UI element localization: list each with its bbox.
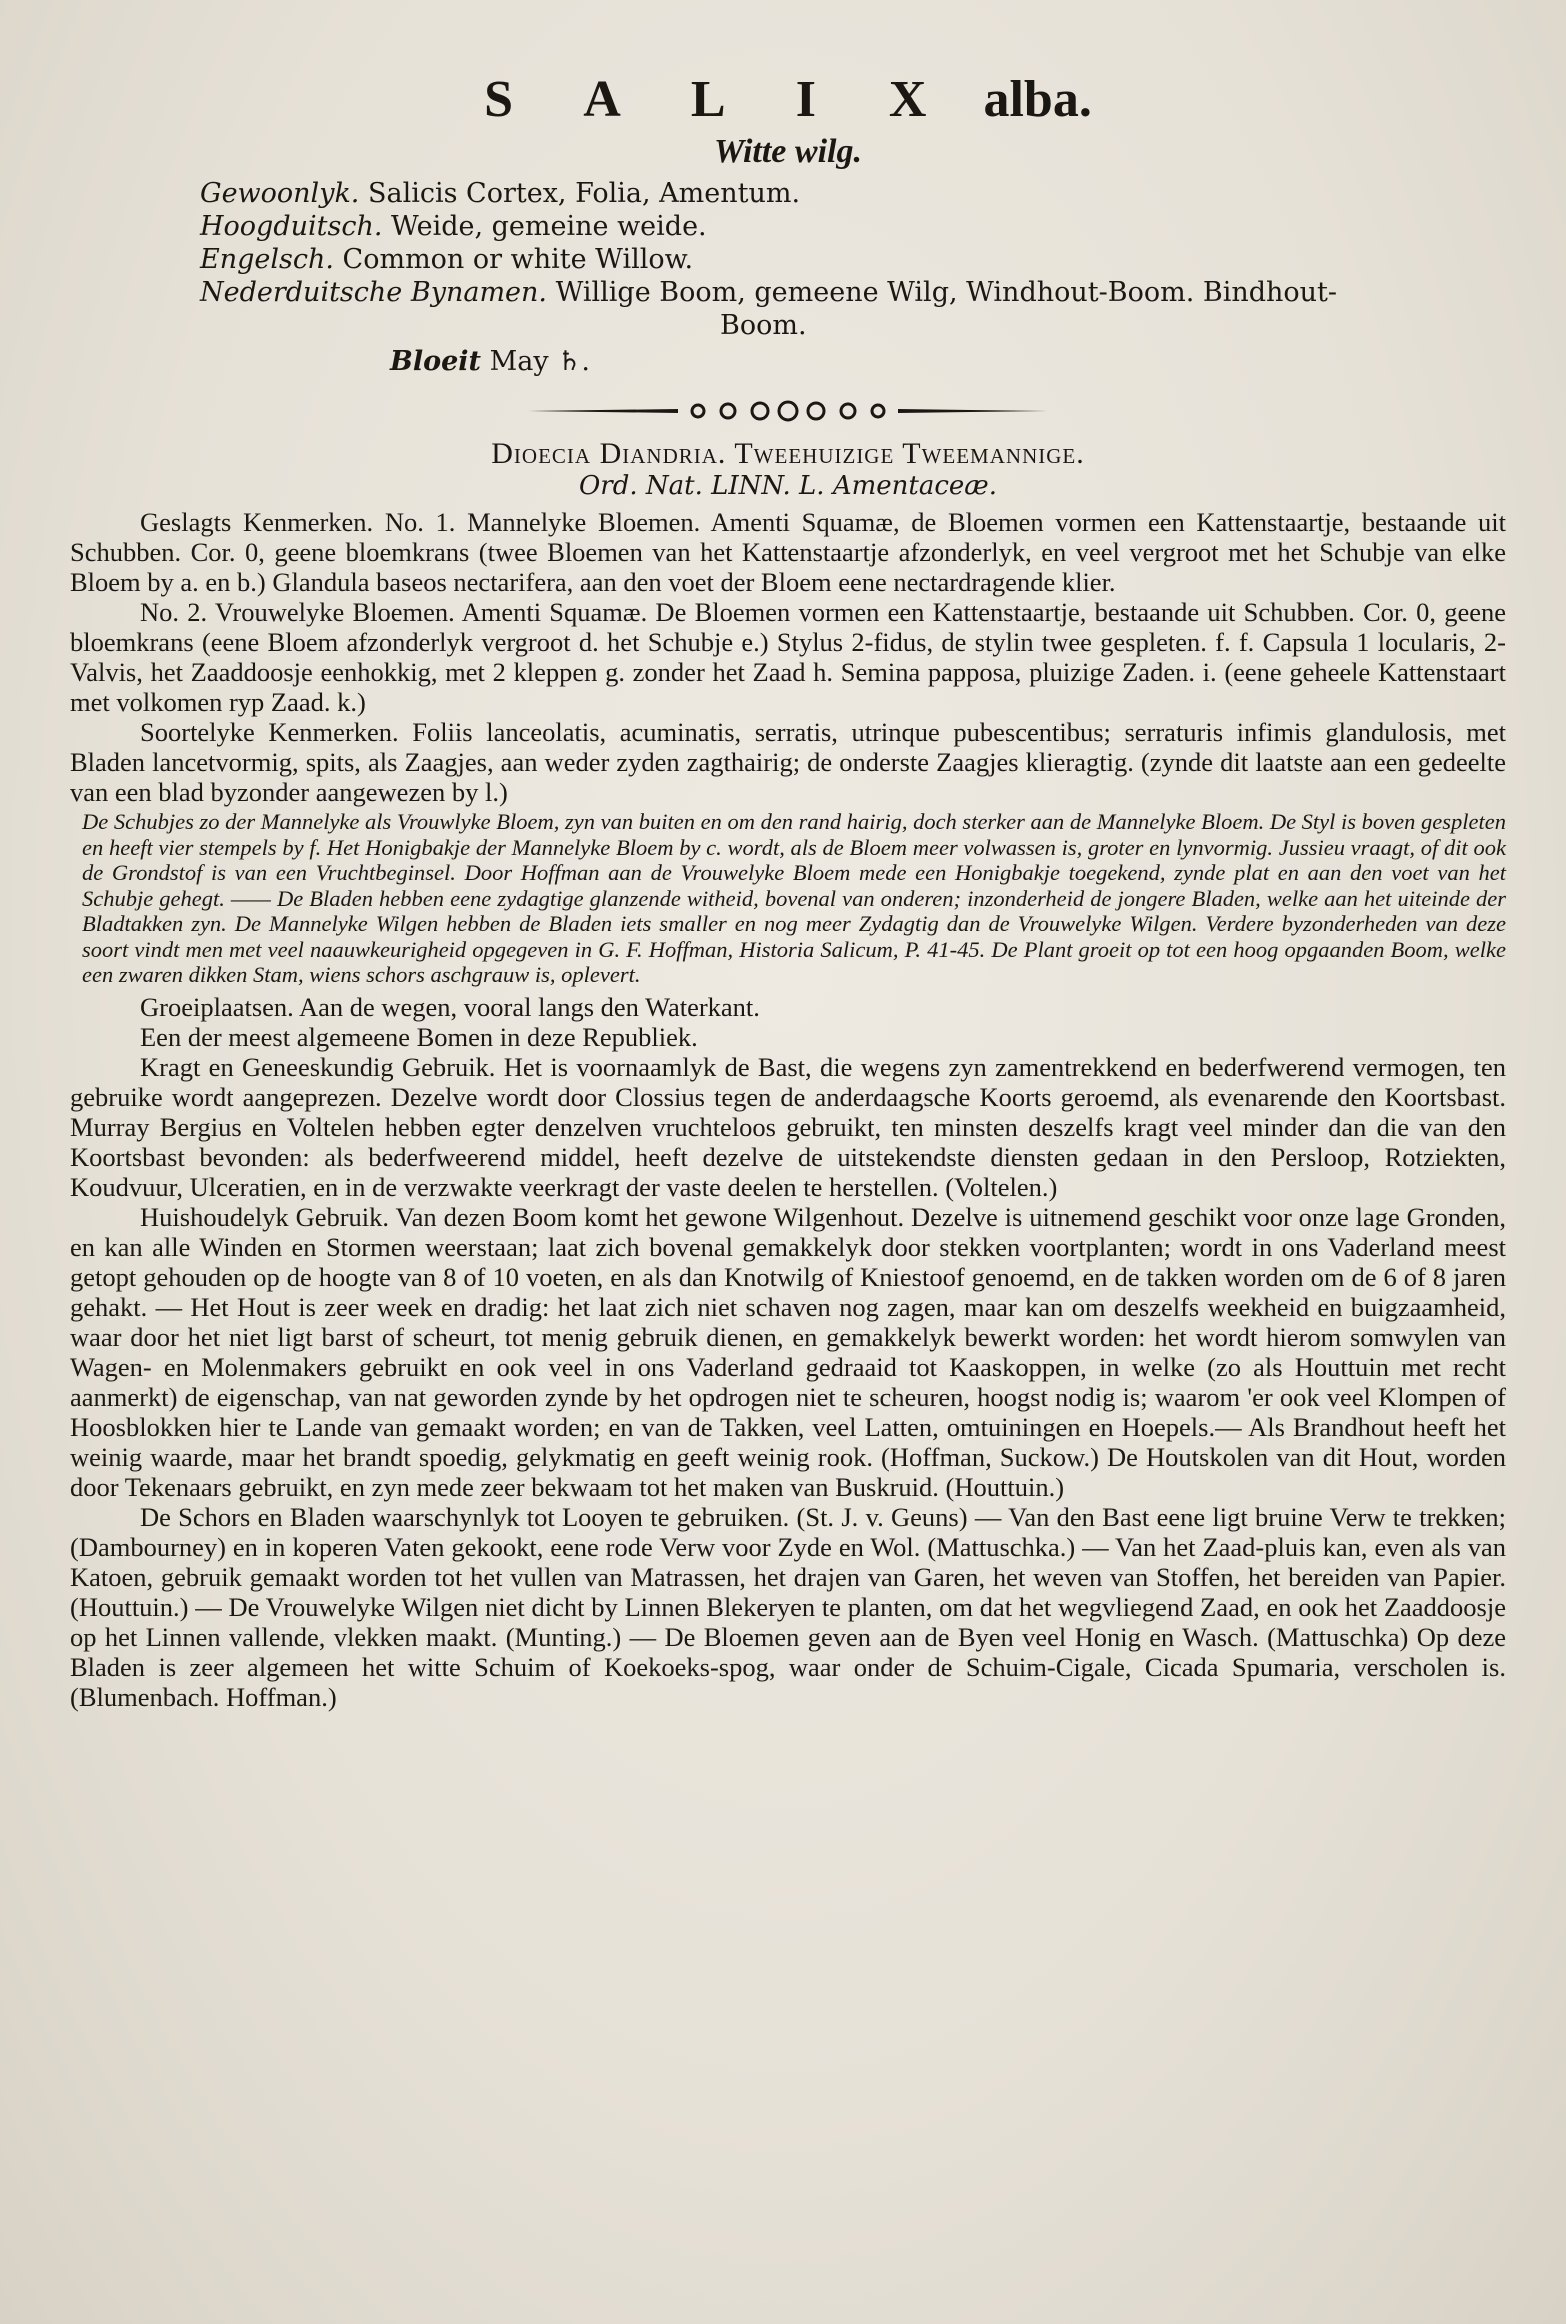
flowering-time: [390, 346, 1506, 377]
natural-order: Ord. Nat. LINN. L. Amentaceæ.: [578, 471, 997, 501]
name-text: Salicis Cortex, Folia, Amentum.: [367, 178, 801, 209]
other-uses: De Schors en Bladen waarschynlyk tot Looyen te gebruiken. (St. J. v. Geuns) — Van den Bast eene ligt bruine Verw te trekken; (Dambourney) en in koperen Vaten gekookt, eene rode Verw voor Zyde en Wol. (Mattuschka.) — Van het Zaad-pluis kan, even als van Katoen, gebruik gemaakt worden tot het vullen van Matrassen, het drajen van Garen, het weven van Stoffen, het bereiden van Papier. (Houttuin.) — De Vrouwelyke Wilgen niet dicht by Linnen Blekeryen te planten, om dat het wegvliegend Zaad, en ook het Zaaddoosje op het Linnen vallende, vlekken maakt. (Munting.) — De Bloemen geven aan de Byen veel Honig en Wasch. (Mattuschka) Op deze Bladen is zeer algemeen het witte Schuim of Koekoeks-spog, waar onder de Schuim-Cigale, Cicada Spumaria, verscholen is. (Blumenbach. Hoffman.): [70, 1501, 1506, 1712]
linnaean-class: Dioecia Diandria. Tweehuizige Tweemannige.: [491, 437, 1085, 470]
descriptive-note: De Schubjes zo der Mannelyke als Vrouwlyke Bloem, zyn van buiten en om den rand hairig, doch sterker aan de Mannelyke Bloem. De Styl is boven gespleten en heeft vier stempels by f. Het Honigbakje der Mannelyke Bloem by c. wordt, als de Bloem meer volwassen is, groter en lynvormig. Jussieu vraagt, of dit ook de Grondstof is van een Vruchtbeginsel. Door Hoffman aan de Vrouwelyke Bloem mede een Honigbakje toegekend, zynde plat en aan den voet van het Schubje gehegt. —— De Bladen hebben eene zydagtige glanzende witheid, bovenal van onderen; inzonderheid de jongere Bladen, welke aan het uiteinde der Bladtakken zyn. De Mannelyke Wilgen hebben de Bladen iets smaller en nog meer Zydagtig dan de Vrouwelyke Wilgen. Verdere byzonderheden van deze soort vindt men met veel naauwkeurigheid opgegeven in G. F. Hoffman, Historia Salicum, P. 41-45. De Plant groeit op tot een hoog opgaanden Boom, welke een zwaren dikken Stam, wiens schors aschgrauw is, oplevert.: [82, 809, 1506, 987]
name-row-hoogduitsch: [200, 210, 1506, 243]
species-title: [70, 70, 1506, 129]
name-text: Weide, gemeine weide.: [391, 211, 707, 242]
habitat: Groeiplaatsen. Aan de wegen, vooral langs den Waterkant.: [140, 991, 760, 1022]
bloei-label: Bloeit: [390, 346, 481, 377]
name-text: Willige Boom, gemeene Wilg, Windhout-Boom. Bindhout-: [555, 277, 1338, 308]
name-text: Common or white Willow.: [342, 244, 694, 275]
female-flowers: No. 2. Vrouwelyke Bloemen. Amenti Squamæ. De Bloemen vormen een Kattenstaartje, bestaande uit Schubben. Cor. 0, geene bloemkrans (eene Bloem afzonderlyk vergroot d. het Schubje e.) Stylus 2-fidus, de stylin twee gespleten. f. f. Capsula 1 locularis, 2-Valvis, het Zaaddoosje eenhokkig, met 2 kleppen g. zonder het Zaad h. Semina papposa, pluizige Zaden. i. (eene geheele Kattenstaart met volkomen ryp Zaad. k.): [70, 597, 1506, 717]
commonness: Een der meest algemeene Bomen in deze Republiek.: [140, 1021, 698, 1052]
name-continuation: Boom.: [720, 310, 807, 341]
species-epithet: alba.: [983, 71, 1092, 128]
name-label: Gewoonlyk.: [200, 178, 360, 209]
name-row-gewoonlyk: [200, 177, 1506, 210]
species-characters: Soortelyke Kenmerken. Foliis lanceolatis, acuminatis, serratis, utrinque pubescentibus; serraturis infimis glandulosis, met Bladen lancetvormig, spits, als Zaagjes, aan weder zyden zagthairig; de onderste Zaagjes klieragtig. (zynde dit laatste aan een gedeelte van een blad byzonder aangewezen by l.): [70, 717, 1506, 807]
household-use: Huishoudelyk Gebruik. Van dezen Boom komt het gewone Wilgenhout. Dezelve is uitnemend geschikt voor onze lage Gronden, en kan alle Winden en Stormen weerstaan; laat zich bovenal gemakkelyk door stekken voortplanten; wordt in ons Vaderland meest getopt gehouden op de hoogte van 8 of 10 voeten, en als dan Knotwilg of Kniestoof genoemd, en de takken worden om de 6 of 8 jaren gehakt. — Het Hout is zeer week en dradig: het laat zich niet schaven nog zagen, maar kan om deszelfs weekheid en buigzaamheid, waar door het niet ligt barst of scheurt, tot menig gebruik dienen, en gemakkelyk bewerkt worden: het wordt hierom somwylen van Wagen- en Molenmakers gebruikt en ook veel in ons Vaderland gedraaid tot Kaaskoppen, in welke (zo als Houttuin met recht aanmerkt) de eigenschap, van nat geworden zynde by het opdrogen niet te scheuren, hoogst nodig is; waarom 'er ook veel Klompen of Hoosblokken hier te Lande van gemaakt worden; en van de Takken, veel Latten, omtuiningen en Hoepels.— Als Brandhout heeft het weinig waarde, maar het brandt spoedig, gelykmatig en geeft weinig rook. (Hoffman, Suckow.) De Houtskolen van dit Hout, worden door Tekenaars gebruikt, en zyn mede zeer bekwaam tot het maken van Buskruid. (Houttuin.): [70, 1201, 1506, 1502]
name-row-engelsch: [200, 243, 1506, 276]
bloei-text: May ♄.: [489, 346, 590, 377]
genus-name: S A L I X: [484, 71, 957, 128]
name-list: [200, 177, 1506, 342]
medicinal-use: Kragt en Geneeskundig Gebruik. Het is voornaamlyk de Bast, die wegens zyn zamentrekkend en bederfwerend vermogen, ten gebruike wordt aangeprezen. Dezelve wordt door Clossius tegen de anderdaagsche Koorts geroemd, als evenarende den Koortsbast. Murray Bergius en Voltelen hebben egter denzelven vruchteloos gebruikt, ten minsten deszelfs kragt veel minder dan die van den Koortsbast bevonden: als bederfweerend middel, heeft dezelve de uitstekendste diensten gedaan in den Persloop, Rotziekten, Koudvuur, Ulceratien, en in de verzwakte veerkragt der vaste deelen te herstellen. (Voltelen.): [70, 1051, 1506, 1202]
name-label: Engelsch.: [200, 244, 334, 275]
name-label: Hoogduitsch.: [200, 211, 383, 242]
ornament-rule: [528, 399, 1048, 423]
name-row-bynamen: [200, 276, 1506, 309]
name-label: Nederduitsche Bynamen.: [200, 277, 547, 308]
common-name: Witte wilg.: [714, 133, 862, 170]
genus-characters: Geslagts Kenmerken. No. 1. Mannelyke Bloemen. Amenti Squamæ, de Bloemen vormen een Kattenstaartje, bestaande uit Schubben. Cor. 0, geene bloemkrans (twee Bloemen van het Kattenstaartje afzonderlyk, en veel vergroot met het Schubje van elke Bloem by a. en b.) Glandula baseos nectarifera, aan den voet der Bloem eene nectardragende klier.: [70, 507, 1506, 597]
